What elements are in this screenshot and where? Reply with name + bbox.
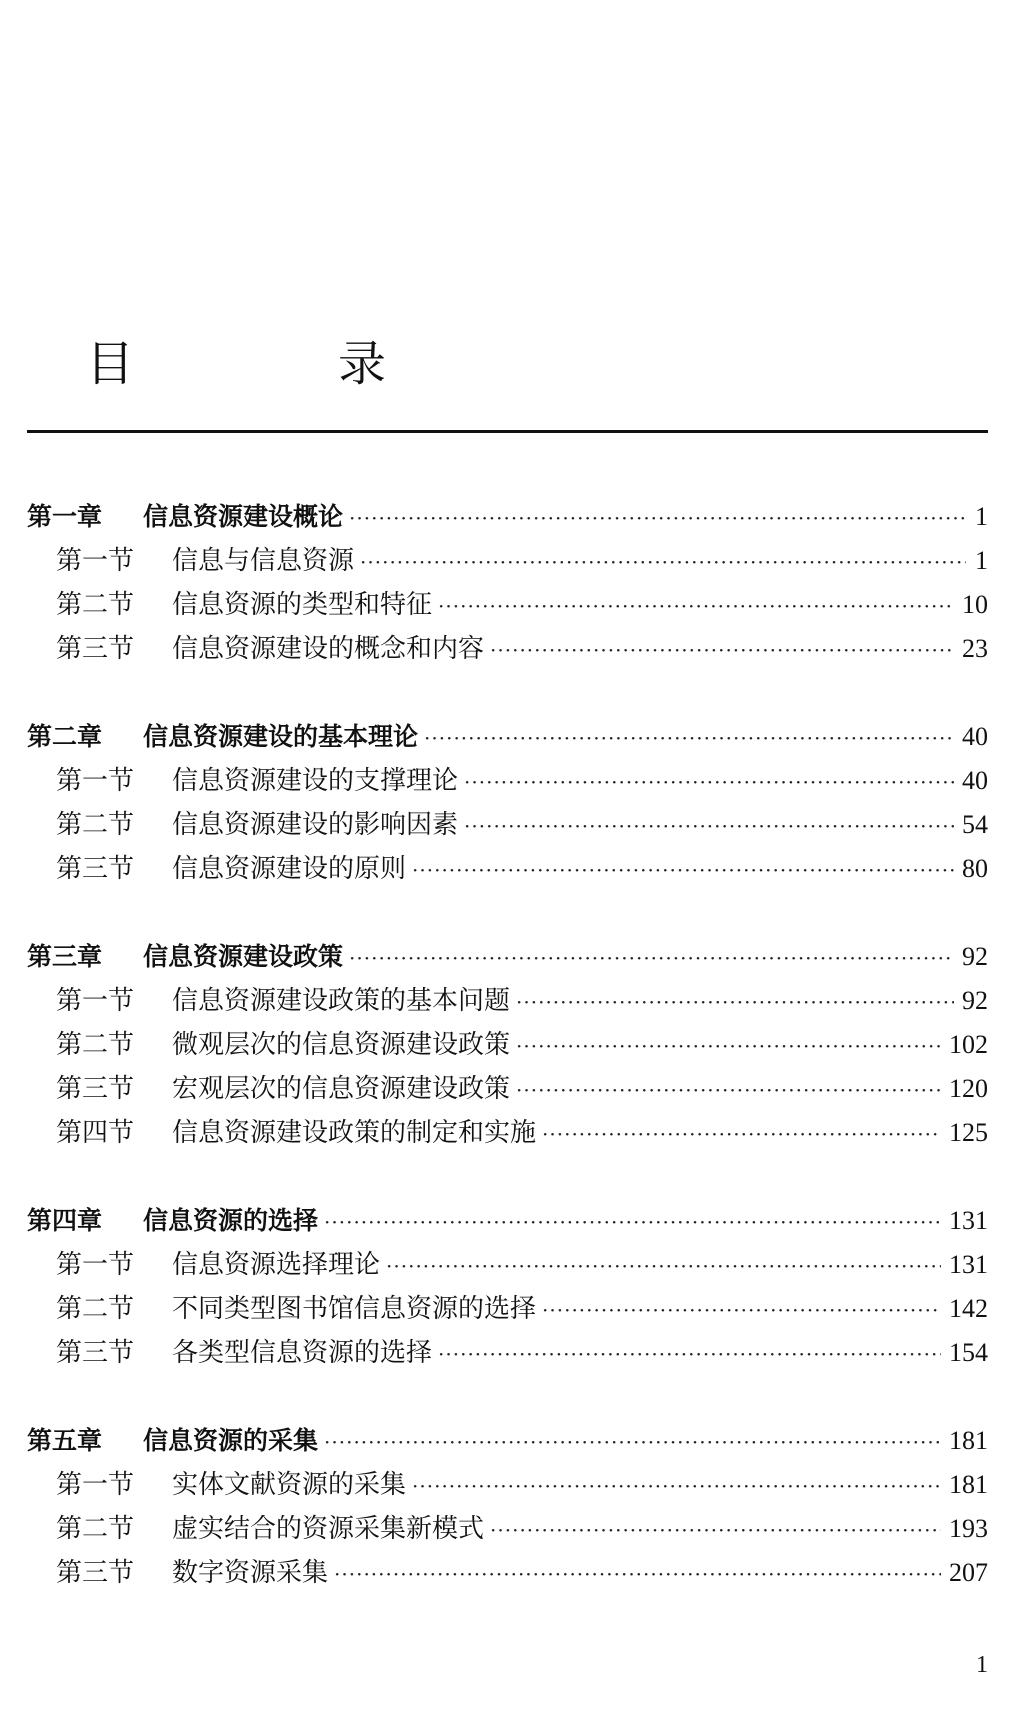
page-ref: 125 — [949, 1118, 988, 1147]
dot-leader — [542, 1112, 941, 1156]
section-label: 第二节 — [56, 590, 135, 620]
page-ref: 154 — [949, 1338, 988, 1367]
page-ref: 207 — [949, 1558, 988, 1587]
dot-leader — [516, 1024, 941, 1068]
chapter-title: 信息资源建设概论 — [143, 502, 344, 531]
dot-leader — [464, 804, 954, 848]
section-title: 信息资源的类型和特征 — [172, 590, 433, 620]
toc-chapter-block — [27, 1199, 988, 1375]
chapter-label: 第五章 — [27, 1426, 103, 1455]
toc-chapter-block — [27, 715, 988, 891]
section-title: 宏观层次的信息资源建设政策 — [172, 1074, 511, 1104]
page-ref: 193 — [949, 1514, 988, 1543]
toc-section-entry[interactable] — [27, 1463, 988, 1507]
section-title: 信息与信息资源 — [172, 546, 355, 576]
section-label: 第三节 — [56, 634, 135, 664]
page-ref: 1 — [975, 546, 988, 575]
page-ref: 102 — [949, 1030, 988, 1059]
dot-leader — [324, 1200, 941, 1244]
dot-leader — [386, 1244, 941, 1288]
page-ref: 131 — [949, 1206, 988, 1235]
page-ref: 120 — [949, 1074, 988, 1103]
dot-leader — [490, 628, 954, 672]
page-ref: 1 — [975, 502, 988, 531]
page-number: 1 — [976, 1652, 988, 1678]
dot-leader — [334, 1552, 941, 1596]
dot-leader — [360, 540, 966, 584]
section-label: 第三节 — [56, 1558, 135, 1588]
toc-section-entry[interactable] — [27, 1243, 988, 1287]
chapter-label: 第三章 — [27, 942, 103, 971]
page-ref: 142 — [949, 1294, 988, 1323]
dot-leader — [412, 848, 954, 892]
section-label: 第三节 — [56, 854, 135, 884]
toc-section-entry[interactable] — [27, 539, 988, 583]
dot-leader — [412, 1464, 941, 1508]
toc-chapter-block — [27, 935, 988, 1155]
section-title: 数字资源采集 — [172, 1558, 329, 1588]
section-title: 各类型信息资源的选择 — [172, 1338, 433, 1368]
section-title: 虚实结合的资源采集新模式 — [172, 1514, 485, 1544]
toc-section-entry[interactable] — [27, 759, 988, 803]
section-label: 第二节 — [56, 810, 135, 840]
section-label: 第二节 — [56, 1294, 135, 1324]
table-of-contents — [27, 495, 988, 1639]
chapter-title: 信息资源建设政策 — [143, 942, 344, 971]
dot-leader — [516, 980, 954, 1024]
toc-chapter-block — [27, 1419, 988, 1595]
dot-leader — [324, 1420, 941, 1464]
dot-leader — [490, 1508, 941, 1552]
page-ref: 92 — [962, 942, 988, 971]
dot-leader — [438, 1332, 941, 1376]
toc-chapter-entry[interactable] — [27, 935, 988, 979]
section-label: 第一节 — [56, 1250, 135, 1280]
section-label: 第四节 — [56, 1118, 135, 1148]
section-title: 信息资源选择理论 — [172, 1250, 381, 1280]
toc-chapter-entry[interactable] — [27, 715, 988, 759]
toc-section-entry[interactable] — [27, 1507, 988, 1551]
dot-leader — [349, 496, 966, 540]
page-ref: 131 — [949, 1250, 988, 1279]
toc-section-entry[interactable] — [27, 847, 988, 891]
toc-section-entry[interactable] — [27, 1067, 988, 1111]
section-label: 第一节 — [56, 1470, 135, 1500]
chapter-title: 信息资源的选择 — [143, 1206, 319, 1235]
chapter-title: 信息资源的采集 — [143, 1426, 319, 1455]
toc-section-entry[interactable] — [27, 803, 988, 847]
toc-chapter-entry[interactable] — [27, 495, 988, 539]
page-ref: 23 — [962, 634, 988, 663]
section-title: 信息资源建设的支撑理论 — [172, 766, 459, 796]
toc-section-entry[interactable] — [27, 627, 988, 671]
toc-chapter-entry[interactable] — [27, 1199, 988, 1243]
chapter-label: 第四章 — [27, 1206, 103, 1235]
dot-leader — [424, 716, 954, 760]
toc-section-entry[interactable] — [27, 1287, 988, 1331]
chapter-label: 第一章 — [27, 502, 103, 531]
dot-leader — [438, 584, 954, 628]
toc-section-entry[interactable] — [27, 1023, 988, 1067]
page-ref: 40 — [962, 722, 988, 751]
page-ref: 92 — [962, 986, 988, 1015]
toc-section-entry[interactable] — [27, 1551, 988, 1595]
section-title: 信息资源建设政策的基本问题 — [172, 986, 511, 1016]
dot-leader — [349, 936, 954, 980]
section-title: 不同类型图书馆信息资源的选择 — [172, 1294, 537, 1324]
page-title: 目 录 — [86, 336, 465, 392]
section-label: 第三节 — [56, 1338, 135, 1368]
section-title: 信息资源建设的影响因素 — [172, 810, 459, 840]
page-ref: 10 — [962, 590, 988, 619]
dot-leader — [542, 1288, 941, 1332]
section-title: 信息资源建设的原则 — [172, 854, 407, 884]
section-label: 第一节 — [56, 986, 135, 1016]
toc-chapter-entry[interactable] — [27, 1419, 988, 1463]
page-ref: 54 — [962, 810, 988, 839]
dot-leader — [464, 760, 954, 804]
chapter-label: 第二章 — [27, 722, 103, 751]
toc-section-entry[interactable] — [27, 1331, 988, 1375]
section-label: 第二节 — [56, 1030, 135, 1060]
title-rule — [27, 430, 988, 433]
page-ref: 181 — [949, 1470, 988, 1499]
toc-section-entry[interactable] — [27, 1111, 988, 1155]
section-label: 第三节 — [56, 1074, 135, 1104]
toc-section-entry[interactable] — [27, 979, 988, 1023]
chapter-title: 信息资源建设的基本理论 — [143, 722, 419, 751]
page-ref: 80 — [962, 854, 988, 883]
section-title: 实体文献资源的采集 — [172, 1470, 407, 1500]
section-title: 信息资源建设的概念和内容 — [172, 634, 485, 664]
page-ref: 40 — [962, 766, 988, 795]
page-ref: 181 — [949, 1426, 988, 1455]
section-label: 第一节 — [56, 546, 135, 576]
toc-chapter-block — [27, 495, 988, 671]
dot-leader — [516, 1068, 941, 1112]
section-label: 第一节 — [56, 766, 135, 796]
section-label: 第二节 — [56, 1514, 135, 1544]
section-title: 微观层次的信息资源建设政策 — [172, 1030, 511, 1060]
section-title: 信息资源建设政策的制定和实施 — [172, 1118, 537, 1148]
toc-section-entry[interactable] — [27, 583, 988, 627]
